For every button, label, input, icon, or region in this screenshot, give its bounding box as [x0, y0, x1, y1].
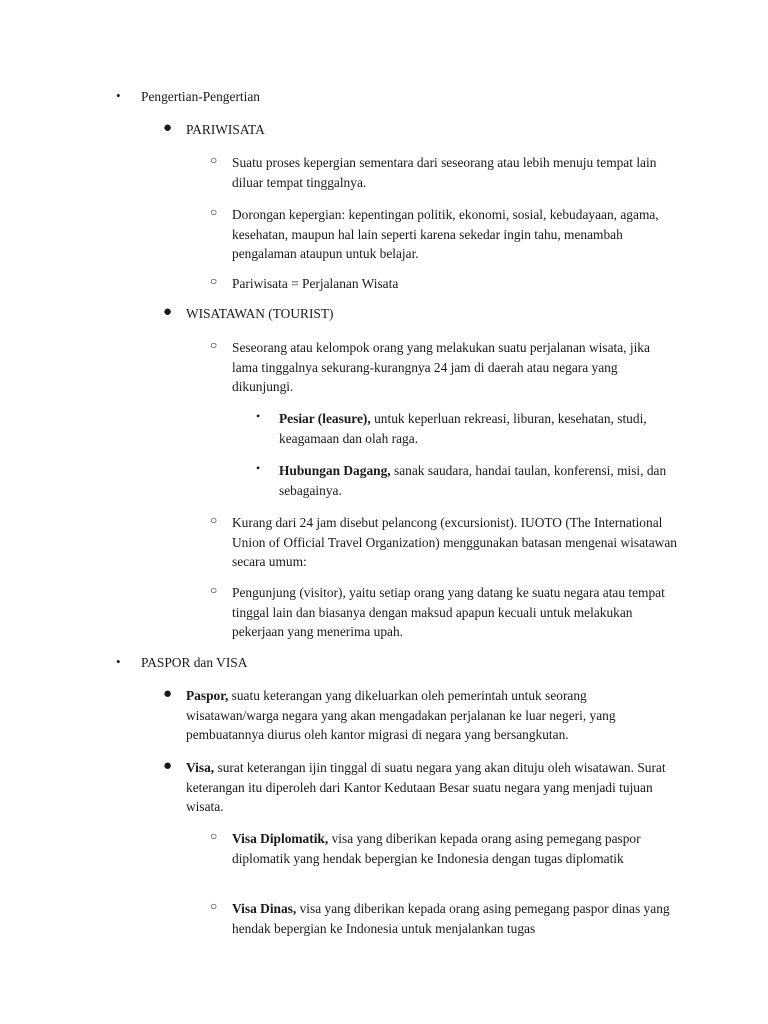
pariwisata-item-2: Dorongan kepergian: kepentingan politik, ekonomi, sosial, kebudayaan, agama, kesehatan, maupun hal lain seperti karena sekedar ingin tahu, menambah pengalaman ataupun untuk belajar.: [232, 207, 659, 261]
level3-bullet: ○: [210, 205, 218, 219]
text-visa-diplomatik: visa yang diberikan kepada orang asing pemegang paspor diplomatik yang hendak bepergian ke Indonesia dengan tugas diplomatik: [232, 831, 641, 866]
visa-definition: [186, 758, 666, 817]
level2-bullet: ●: [163, 304, 173, 320]
text-pesiar: untuk keperluan rekreasi, liburan, kesehatan, studi, keagamaan dan olah raga.: [279, 411, 647, 446]
wisatawan-definition: Seseorang atau kelompok orang yang melakukan suatu perjalanan wisata, jika lama tinggalnya sekurang-kurangnya 24 jam di daerah atau negara yang dikunjungi.: [232, 340, 650, 394]
level3-bullet: ○: [210, 829, 218, 843]
subheading-pariwisata: PARIWISATA: [186, 122, 265, 137]
level3-bullet: ○: [210, 153, 218, 167]
text-visa-dinas: visa yang diberikan kepada orang asing pemegang paspor dinas yang hendak bepergian ke Indonesia untuk menjalankan tugas: [232, 901, 670, 936]
text-paspor: suatu keterangan yang dikeluarkan oleh pemerintah untuk seorang wisatawan/warga negara yang akan mengadakan perjalanan ke luar negeri, yang pembuatannya diurus oleh kantor migrasi di negara yang bersangkutan.: [186, 688, 616, 742]
section-heading-paspor-visa: PASPOR dan VISA: [141, 655, 248, 670]
level3-bullet: ○: [210, 274, 218, 288]
level3-bullet: ○: [210, 338, 218, 352]
section-heading-pengertian: Pengertian-Pengertian: [141, 89, 260, 104]
pariwisata-item-3: Pariwisata = Perjalanan Wisata: [232, 276, 399, 291]
text-hubungan-dagang: sanak saudara, handai taulan, konferensi, misi, dan sebagainya.: [279, 463, 667, 498]
term-visa-diplomatik: Visa Diplomatik,: [232, 831, 329, 846]
level4-bullet: •: [256, 461, 261, 475]
wisatawan-subitem-pesiar: [279, 409, 679, 448]
wisatawan-excursionist: Kurang dari 24 jam disebut pelancong (excursionist). IUOTO (The International Union of Official Travel Organization) menggunakan batasan mengenai wisatawan secara umum:: [232, 515, 677, 569]
level3-bullet: ○: [210, 583, 218, 597]
term-visa-dinas: Visa Dinas,: [232, 901, 297, 916]
visa-diplomatik: [232, 829, 672, 868]
term-paspor: Paspor,: [186, 688, 229, 703]
term-hubungan-dagang: Hubungan Dagang,: [279, 463, 391, 478]
text-visa: surat keterangan ijin tinggal di suatu negara yang akan dituju oleh wisatawan. Surat keterangan itu diperoleh dari Kantor Kedutaan Besar suatu negara yang menjadi tujuan wisata.: [186, 760, 666, 814]
wisatawan-subitem-dagang: [279, 461, 679, 500]
subheading-wisatawan: WISATAWAN (TOURIST): [186, 306, 334, 321]
pariwisata-item-1: Suatu proses kepergian sementara dari seseorang atau lebih menuju tempat lain diluar tempat tinggalnya.: [232, 155, 657, 190]
level2-bullet: ●: [163, 686, 173, 702]
term-pesiar: Pesiar (leasure),: [279, 411, 371, 426]
level3-bullet: ○: [210, 513, 218, 527]
term-visa: Visa,: [186, 760, 215, 775]
visa-dinas: [232, 899, 677, 938]
level4-bullet: •: [256, 409, 261, 423]
paspor-definition: [186, 686, 676, 745]
wisatawan-visitor: Pengunjung (visitor), yaitu setiap orang yang datang ke suatu negara atau tempat tinggal lain dan biasanya dengan maksud apapun kecuali untuk melakukan pekerjaan yang menerima upah.: [232, 585, 665, 639]
level1-bullet: •: [116, 654, 121, 669]
level2-bullet: ●: [163, 758, 173, 774]
level1-bullet: •: [116, 88, 121, 103]
level2-bullet: ●: [163, 120, 173, 136]
level3-bullet: ○: [210, 899, 218, 913]
